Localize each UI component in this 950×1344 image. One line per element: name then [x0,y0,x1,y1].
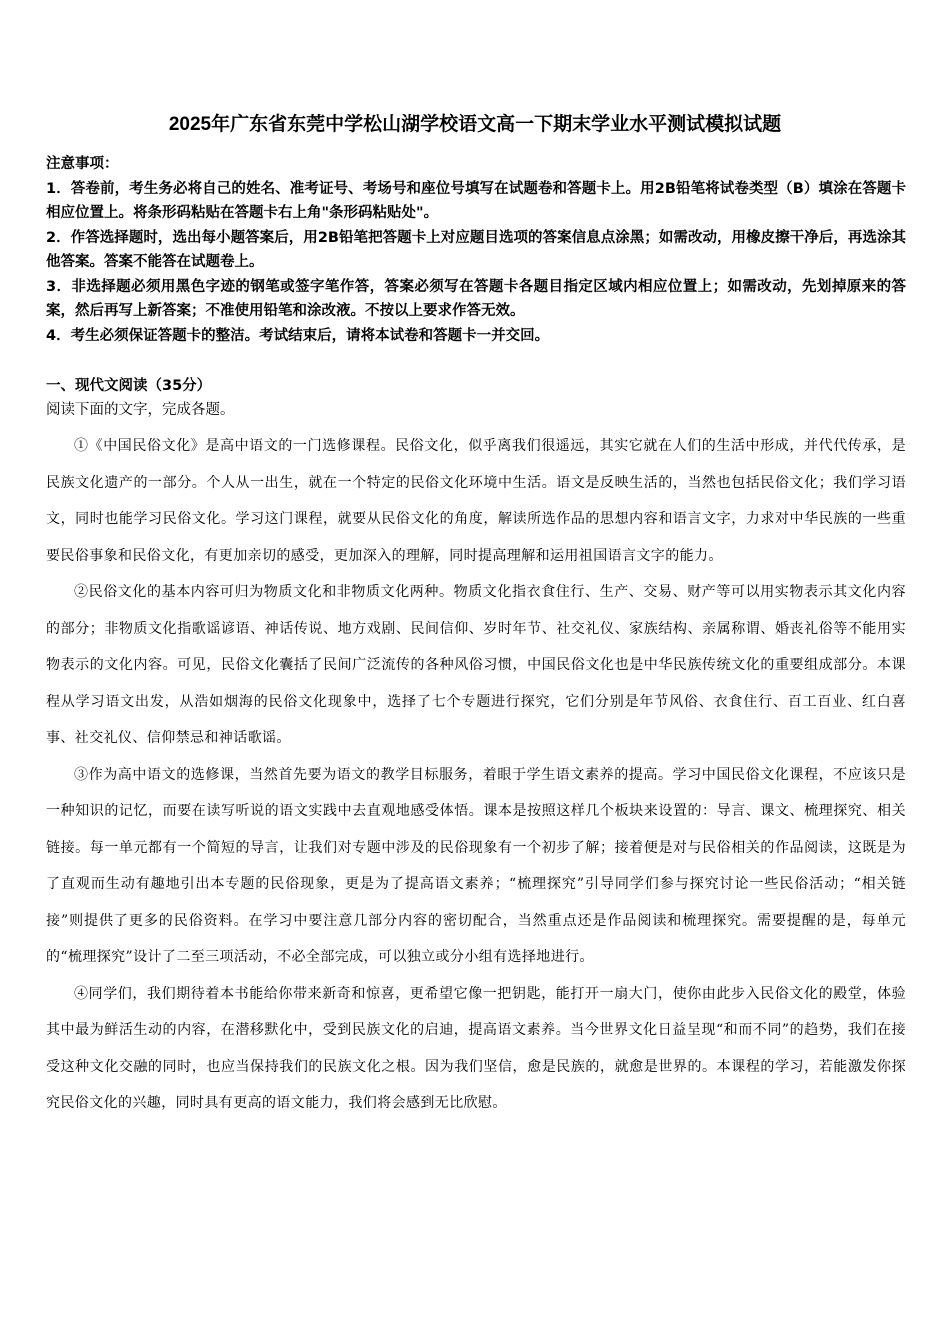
passage-paragraph-3: ③作为高中语文的选修课，当然首先要为语文的教学目标服务，着眼于学生语文素养的提高。学习中国民俗文化课程，不应该只是一种知识的记忆，而要在读写听说的语文实践中去直观地感受体悟。课本是按照这样几个板块来设置的：导言、课文、梳理探究、相关链接。每一单元都有一个简短的导言，让我们对专题中涉及的民俗现象有一个初步了解；接着便是对与民俗相关的作品阅读，这既是为了直观而生动有趣地引出本专题的民俗现象，更是为了提高语文素养；“梳理探究”引导同学们参与探究讨论一些民俗活动；“相关链接”则提供了更多的民俗资料。在学习中要注意几部分内容的密切配合，当然重点还是作品阅读和梳理探究。需要提醒的是，每单元的“梳理探究”设计了二至三项活动，不必全部完成，可以独立或分小组有选择地进行。 [46,766,906,965]
notice-heading: 注意事项： [46,156,119,172]
notice-item-2: 2．作答选择题时，选出每小题答案后，用2B铅笔把答题卡上对应题目选项的答案信息点涂黑；如需改动，用橡皮擦干净后，再选涂其他答案。答案不能答在试题卷上。 [46,229,906,270]
section-instruction: 阅读下面的文字，完成各题。 [46,402,235,418]
notice-item-3: 3．非选择题必须用黑色字迹的钢笔或签字笔作答，答案必须写在答题卡各题目指定区域内相应位置上；如需改动，先划掉原来的答案，然后再写上新答案；不准使用铅笔和涂改液。不按以上要求作答无效。 [46,278,906,319]
page-title: 2025年广东省东莞中学松山湖学校语文高一下期末学业水平测试模拟试题 [168,114,782,135]
section-header [46,374,906,422]
section-title: 一、现代文阅读（35分） [46,378,212,394]
passage-paragraph-4: ④同学们，我们期待着本书能给你带来新奇和惊喜，更希望它像一把钥匙，能打开一扇大门，使你由此步入民俗文化的殿堂，体验其中最为鲜活生动的内容，在潜移默化中，受到民族文化的启迪，提高语文素养。当今世界文化日益呈现“和而不同”的趋势，我们在接受这种文化交融的同时，也应当保持我们的民族文化之根。因为我们坚信，愈是民族的，就愈是世界的。本课程的学习，若能激发你探究民俗文化的兴趣，同时具有更高的语文能力，我们将会感到无比欣慰。 [46,985,906,1111]
notice-block [46,152,906,348]
notice-item-4: 4．考生必须保证答题卡的整洁。考试结束后，请将本试卷和答题卡一并交回。 [46,327,550,344]
notice-item-1: 1．答卷前，考生务必将自己的姓名、准考证号、考场号和座位号填写在试题卷和答题卡上。用2B铅笔将试卷类型（B）填涂在答题卡相应位置上。将条形码粘贴在答题卡右上角"条形码粘贴处"。 [46,180,906,221]
passage-paragraph-1: ①《中国民俗文化》是高中语文的一门选修课程。民俗文化，似乎离我们很遥远，其实它就在人们的生活中形成，并代代传承，是民族文化遗产的一部分。个人从一出生，就在一个特定的民俗文化环境中生活。语文是反映生活的，当然也包括民俗文化；我们学习语文，同时也能学习民俗文化。学习这门课程，就要从民俗文化的角度，解读所选作品的思想内容和语言文字，力求对中华民族的一些重要民俗事象和民俗文化，有更加亲切的感受，更加深入的理解，同时提高理解和运用祖国语言文字的能力。 [46,438,906,564]
reading-passage [46,428,906,1122]
passage-paragraph-2: ②民俗文化的基本内容可归为物质文化和非物质文化两种。物质文化指衣食住行、生产、交易、财产等可以用实物表示其文化内容的部分；非物质文化指歌谣谚语、神话传说、地方戏剧、民间信仰、岁时年节、社交礼仪、家族结构、亲属称谓、婚丧礼俗等不能用实物表示的文化内容。可见，民俗文化囊括了民间广泛流传的各种风俗习惯，中国民俗文化也是中华民族传统文化的重要组成部分。本课程从学习语文出发，从浩如烟海的民俗文化现象中，选择了七个专题进行探究，它们分别是年节风俗、衣食住行、百工百业、红白喜事、社交礼仪、信仰禁忌和神话歌谣。 [46,584,906,746]
